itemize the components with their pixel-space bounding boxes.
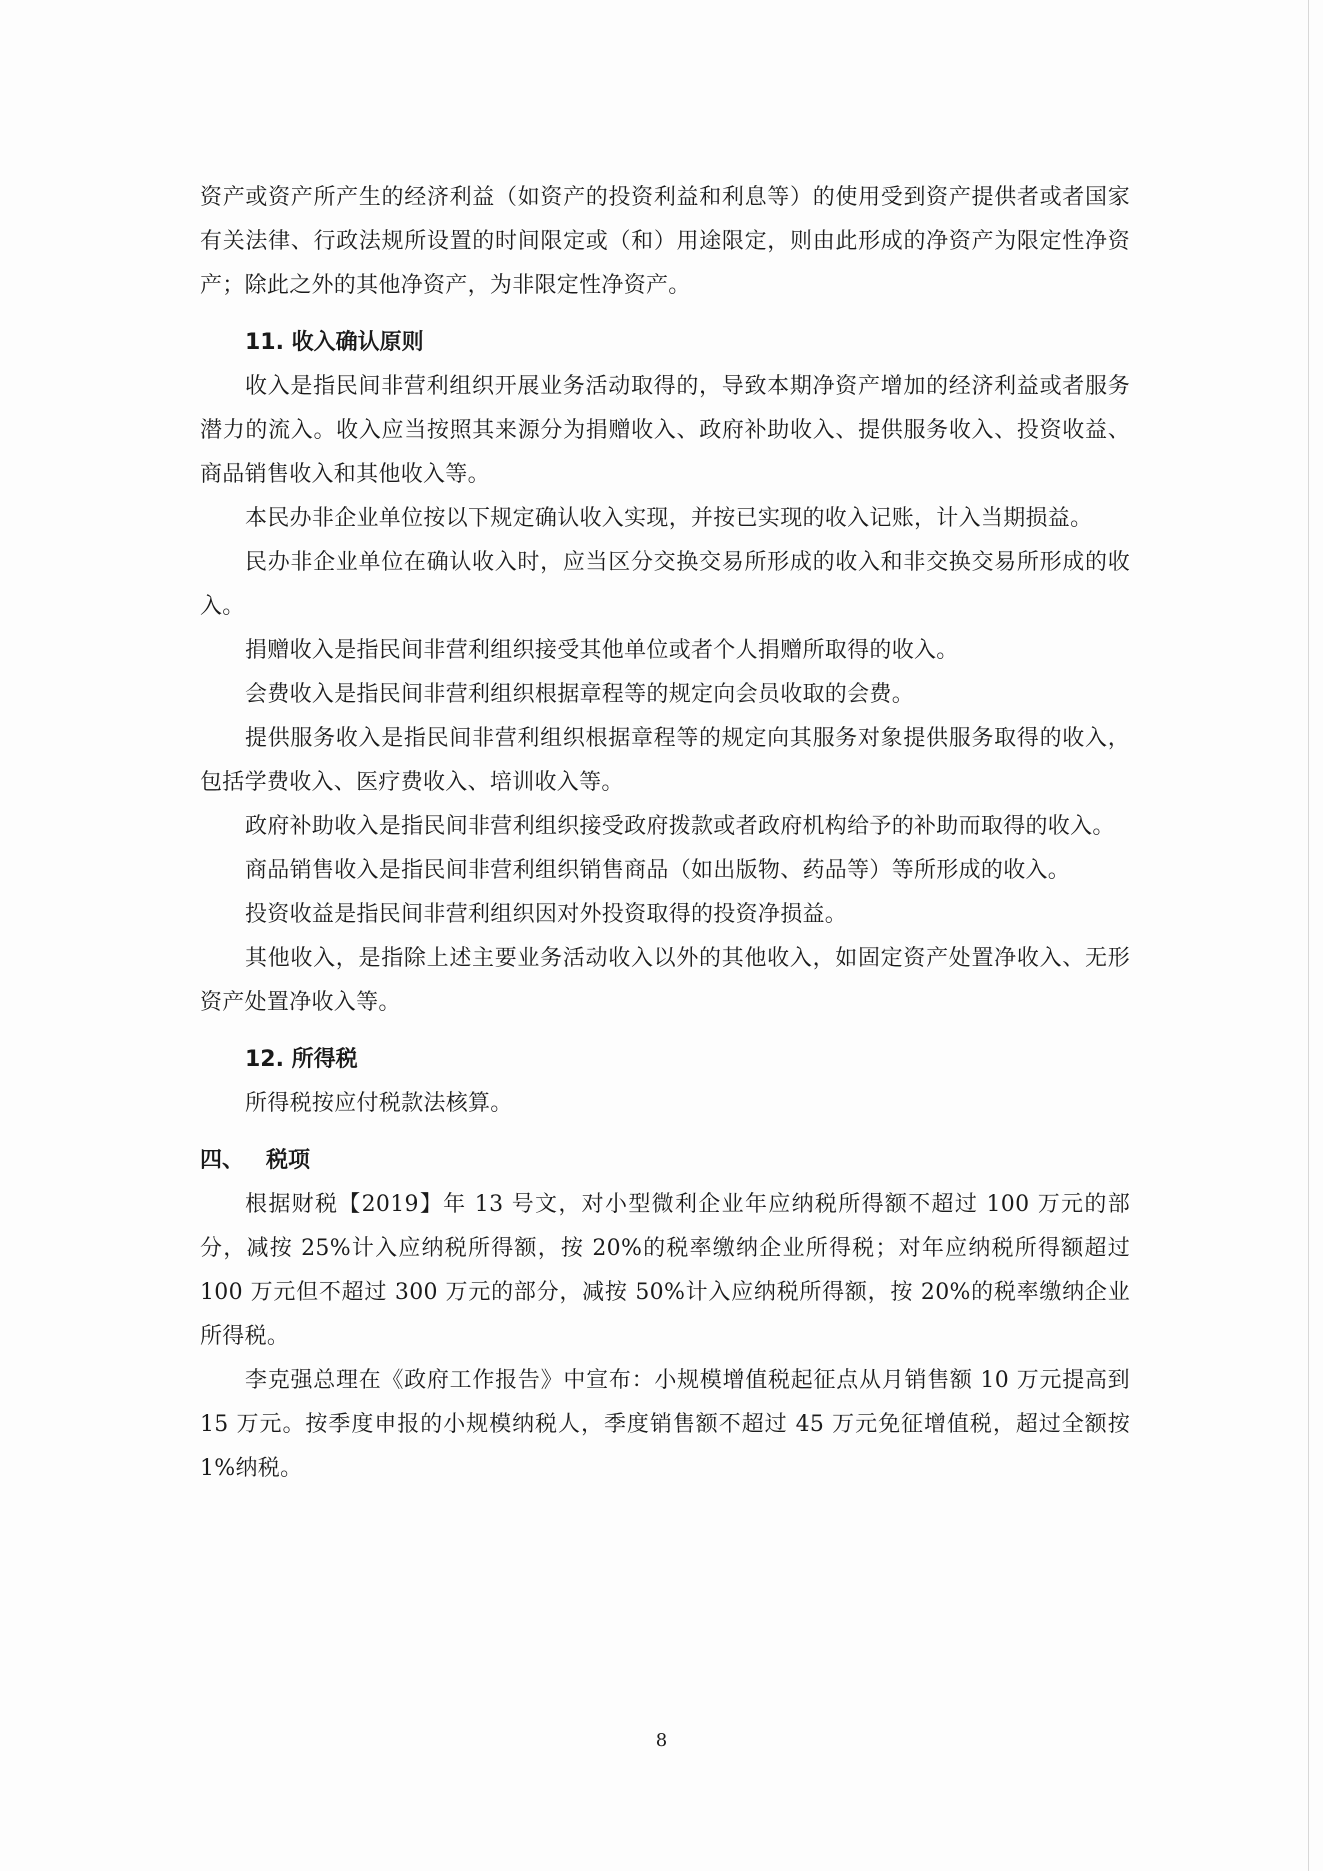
paragraph-membership-fees: 会费收入是指民间非营利组织根据章程等的规定向会员收取的会费。 bbox=[245, 682, 915, 707]
heading-tax-items bbox=[200, 1139, 1130, 1183]
paragraph-government-grants: 政府补助收入是指民间非营利组织接受政府拨款或者政府机构给予的补助而取得的收入。 bbox=[245, 814, 1115, 839]
paragraph-income-tax-method: 所得税按应付税款法核算。 bbox=[245, 1091, 513, 1116]
paragraph-vat-threshold: 李克强总理在《政府工作报告》中宣布：小规模增值税起征点从月销售额 10 万元提高到 15 万元。按季度申报的小规模纳税人，季度销售额不超过 45 万元免征增值税，超过全额按 1%纳税。 bbox=[200, 1368, 1130, 1481]
page-content bbox=[200, 176, 1130, 1491]
section-number: 四、 bbox=[200, 1148, 245, 1173]
scan-edge-line bbox=[1308, 0, 1309, 1871]
paragraph-service-revenue: 提供服务收入是指民间非营利组织根据章程等的规定向其服务对象提供服务取得的收入，包括学费收入、医疗费收入、培训收入等。 bbox=[200, 726, 1130, 795]
paragraph-other-revenue: 其他收入，是指除上述主要业务活动收入以外的其他收入，如固定资产处置净收入、无形资产处置净收入等。 bbox=[200, 946, 1130, 1015]
paragraph-net-assets: 资产或资产所产生的经济利益（如资产的投资利益和利息等）的使用受到资产提供者或者国家有关法律、行政法规所设置的时间限定或（和）用途限定，则由此形成的净资产为限定性净资产；除此之外的其他净资产，为非限定性净资产。 bbox=[200, 185, 1130, 298]
paragraph-investment-income: 投资收益是指民间非营利组织因对外投资取得的投资净损益。 bbox=[245, 902, 848, 927]
section-title: 税项 bbox=[266, 1148, 311, 1173]
page-number: 8 bbox=[655, 1730, 668, 1751]
paragraph-revenue-rule: 本民办非企业单位按以下规定确认收入实现，并按已实现的收入记账，计入当期损益。 bbox=[245, 506, 1093, 531]
paragraph-exchange-transactions: 民办非企业单位在确认收入时，应当区分交换交易所形成的收入和非交换交易所形成的收入。 bbox=[200, 550, 1130, 619]
paragraph-sales-revenue: 商品销售收入是指民间非营利组织销售商品（如出版物、药品等）等所形成的收入。 bbox=[245, 858, 1071, 883]
paragraph-small-enterprise-tax: 根据财税【2019】年 13 号文，对小型微利企业年应纳税所得额不超过 100 万元的部分，减按 25%计入应纳税所得额，按 20%的税率缴纳企业所得税；对年应纳税所得额超过 100 万元但不超过 300 万元的部分，减按 50%计入应纳税所得额，按 20%的税率缴纳企业所得税。 bbox=[200, 1192, 1130, 1349]
paragraph-revenue-definition: 收入是指民间非营利组织开展业务活动取得的，导致本期净资产增加的经济利益或者服务潜力的流入。收入应当按照其来源分为捐赠收入、政府补助收入、提供服务收入、投资收益、商品销售收入和其他收入等。 bbox=[200, 374, 1130, 487]
heading-income-tax: 12. 所得税 bbox=[245, 1047, 358, 1072]
heading-revenue-recognition: 11. 收入确认原则 bbox=[245, 330, 424, 355]
paragraph-donation-revenue: 捐赠收入是指民间非营利组织接受其他单位或者个人捐赠所取得的收入。 bbox=[245, 638, 959, 663]
